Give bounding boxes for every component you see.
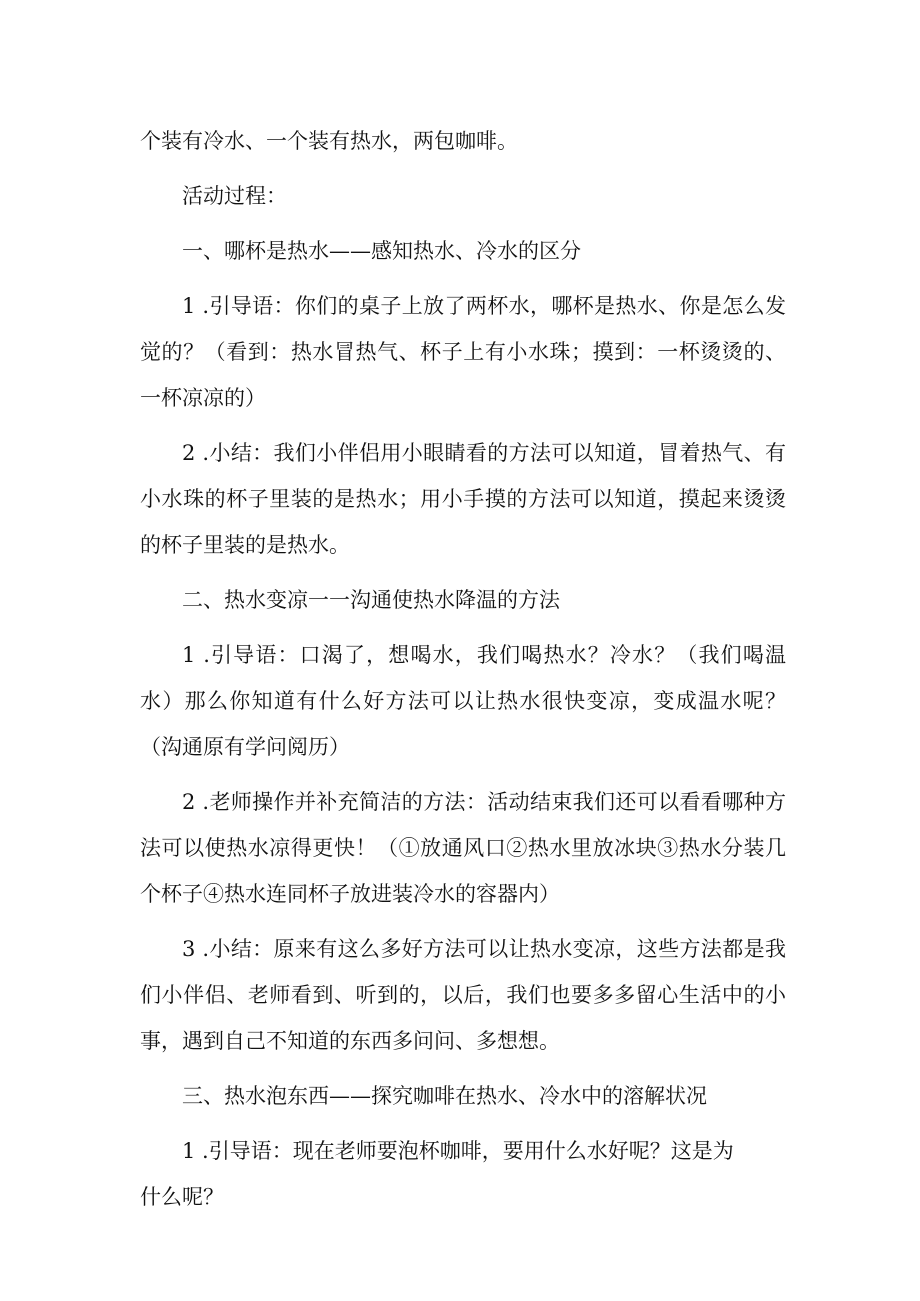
section-heading-2: 二、热水变凉一一沟通使热水降温的方法 [182, 588, 560, 612]
paragraph-2-2: 2 .老师操作并补充简洁的方法：活动结束我们还可以看看哪种方法可以使热水凉得更快！（①放通风口②热水里放冰块③热水分装几个杯子④热水连同杯子放进装冷水的容器内） [140, 790, 786, 906]
paragraph-2-3: 3 .小结：原来有这么多好方法可以让热水变凉，这些方法都是我们小伴侣、老师看到、听到的，以后，我们也要多多留心生活中的小事，遇到自己不知道的东西多问问、多想想。 [140, 937, 786, 1053]
section-heading-3: 三、热水泡东西——探究咖啡在热水、冷水中的溶解状况 [182, 1084, 707, 1108]
paragraph-materials-continued: 个装有冷水、一个装有热水，两包咖啡。 [140, 129, 518, 153]
paragraph-activity-process: 活动过程： [182, 184, 287, 208]
paragraph-1-2: 2 .小结：我们小伴侣用小眼睛看的方法可以知道，冒着热气、有小水珠的杯子里装的是热水；用小手摸的方法可以知道，摸起来烫烫的杯子里装的是热水。 [140, 441, 786, 557]
paragraph-1-1: 1 .引导语：你们的桌子上放了两杯水，哪杯是热水、你是怎么发觉的？（看到：热水冒热气、杯子上有小水珠；摸到：一杯烫烫的、一杯凉凉的） [140, 294, 786, 410]
paragraph-3-1: 1 .引导语：现在老师要泡杯咖啡，要用什么水好呢？这是为什么呢？ [140, 1139, 734, 1209]
section-heading-1: 一、哪杯是热水——感知热水、冷水的区分 [182, 239, 581, 263]
paragraph-2-1: 1 .引导语：口渴了，想喝水，我们喝热水？冷水？（我们喝温水）那么你知道有什么好方法可以让热水很快变凉，变成温水呢？（沟通原有学问阅历） [140, 643, 786, 759]
document-body [140, 118, 786, 1229]
